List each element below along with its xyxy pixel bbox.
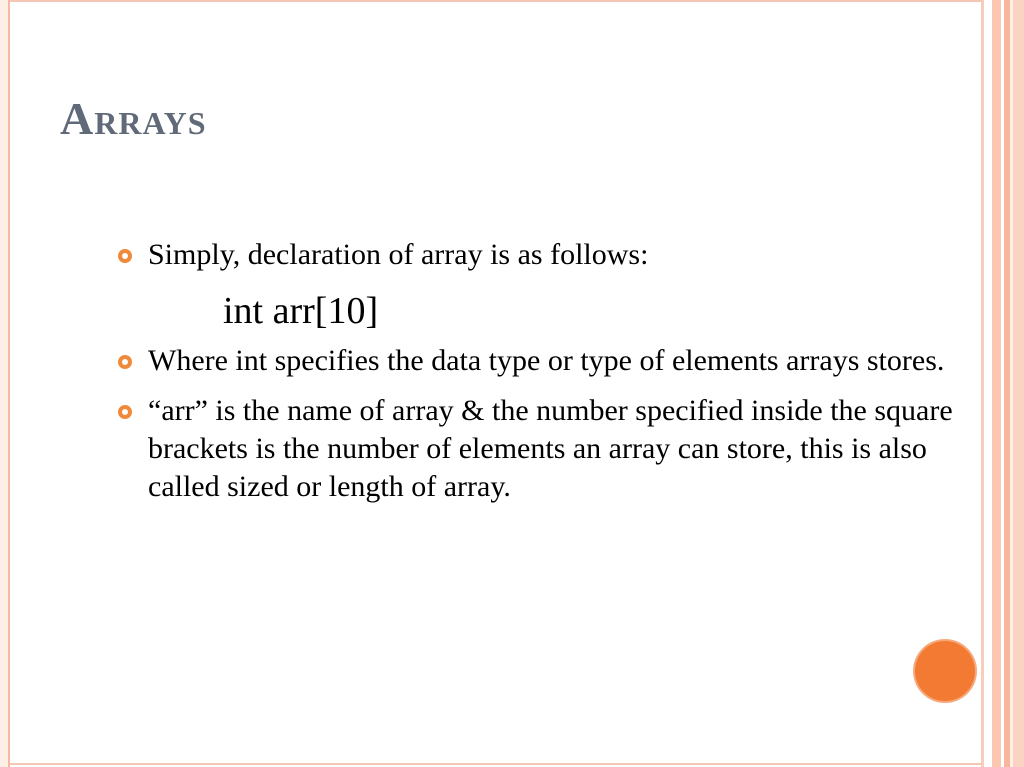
- top-border-line: [10, 0, 985, 2]
- left-border-decoration: [0, 0, 10, 767]
- accent-circle-decoration: [915, 641, 975, 701]
- bullet-list: [118, 236, 978, 506]
- bullet-item: [118, 392, 978, 506]
- bullet-circle-icon: [118, 405, 132, 419]
- bullet-text: Where int specifies the data type or type of elements arrays stores.: [148, 344, 945, 377]
- bottom-border-line: [10, 763, 985, 765]
- stripe: [984, 0, 992, 767]
- stripe: [1013, 0, 1024, 767]
- right-stripe-decoration: [981, 0, 1024, 767]
- bullet-item: [118, 342, 978, 380]
- bullet-circle-icon: [118, 249, 132, 263]
- stripe: [992, 0, 1001, 767]
- code-example: int arr[10]: [223, 290, 379, 332]
- bullet-text: Simply, declaration of array is as follows:: [148, 238, 649, 271]
- slide-title: Arrays: [60, 93, 207, 144]
- bullet-text: “arr” is the name of array & the number specified inside the square brackets is the number of elements an array can store, this is also called sized or length of array.: [148, 394, 953, 503]
- bullet-item: [118, 236, 978, 274]
- bullet-circle-icon: [118, 355, 132, 369]
